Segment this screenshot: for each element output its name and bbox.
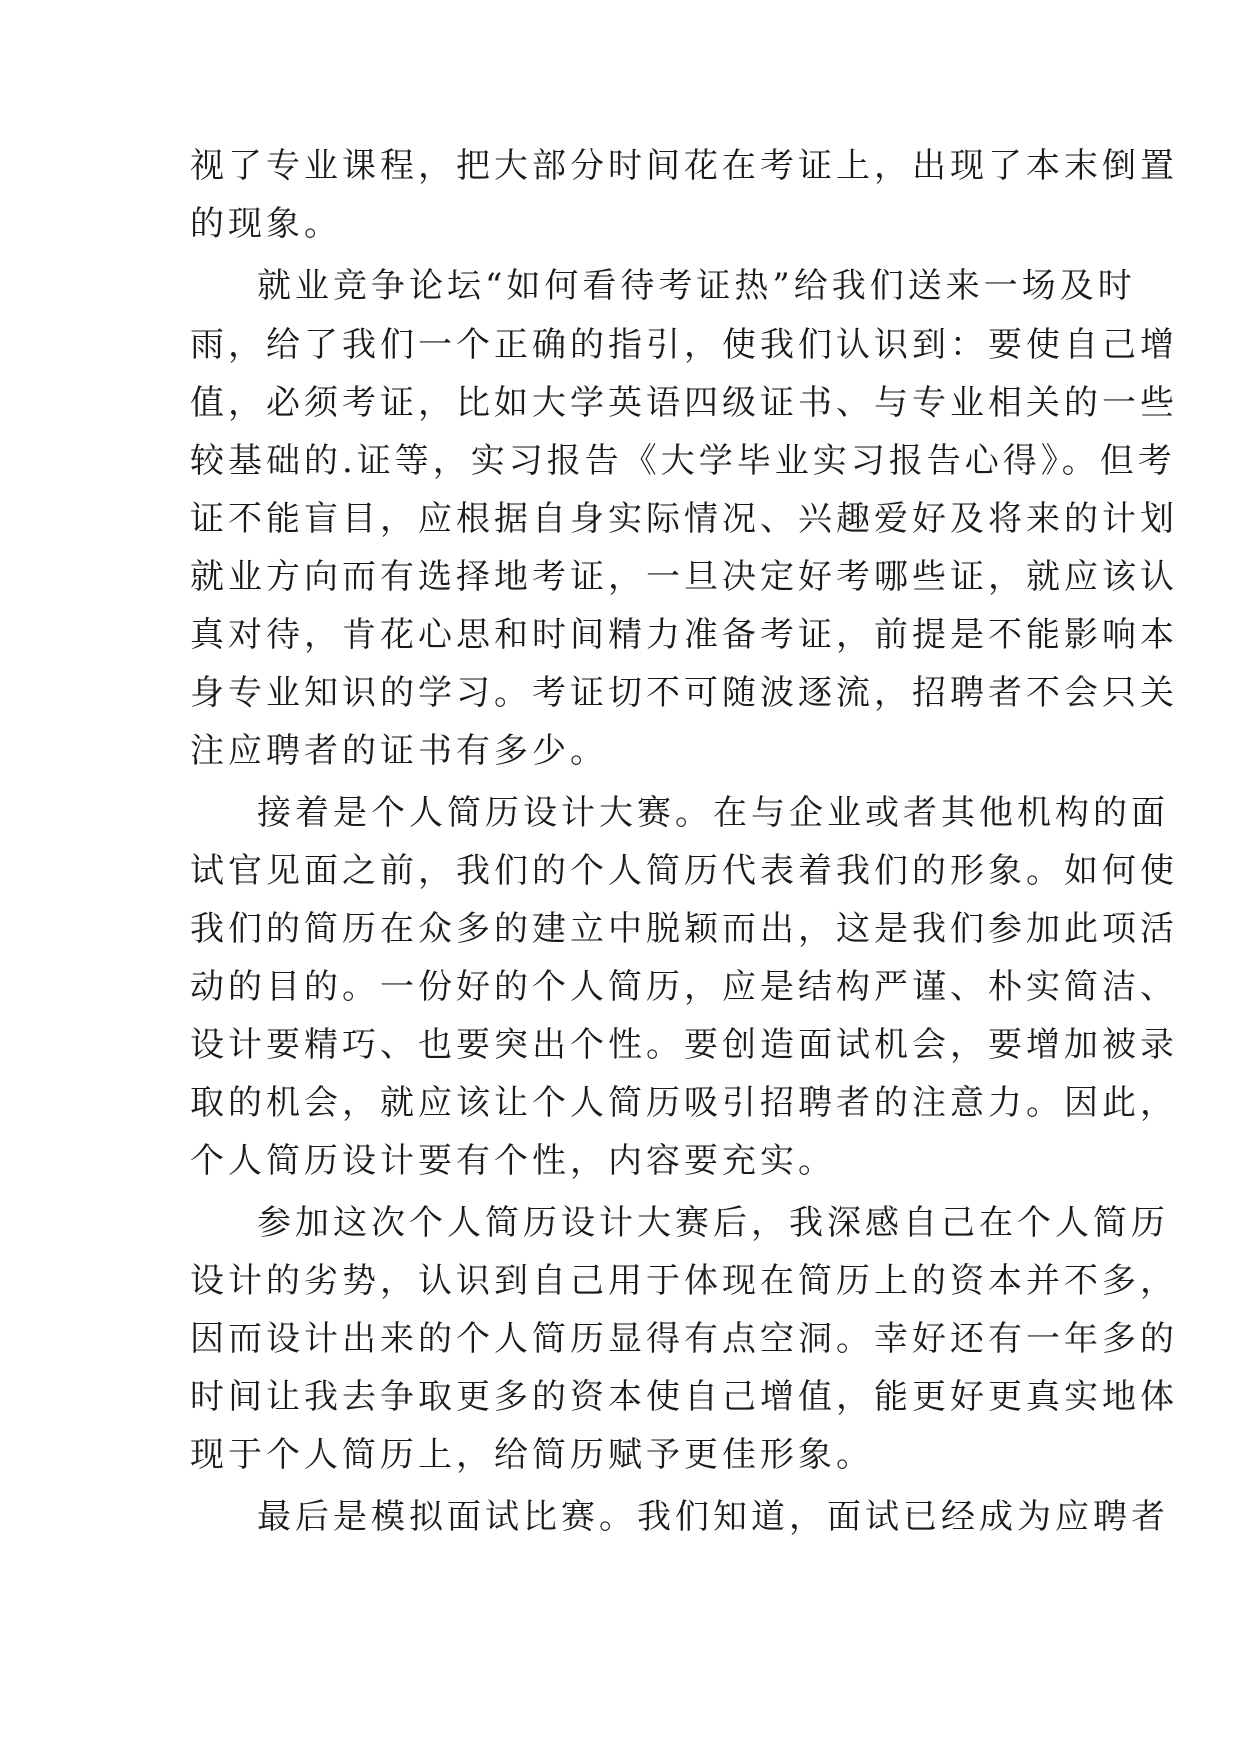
text-line: 较基础的.证等，实习报告《大学毕业实习报告心得》。但考 bbox=[190, 441, 1176, 481]
text-line: 视了专业课程，把大部分时间花在考证上，出现了本末倒置 bbox=[190, 146, 1178, 186]
text-line: 我们的简历在众多的建立中脱颖而出，这是我们参加此项活 bbox=[190, 909, 1178, 949]
paragraph-first-line: 最后是模拟面试比赛。我们知道，面试已经成为应聘者 bbox=[257, 1497, 1169, 1537]
text-line: 取的机会，就应该让个人简历吸引招聘者的注意力。因此， bbox=[190, 1083, 1178, 1123]
text-line: 试官见面之前，我们的个人简历代表着我们的形象。如何使 bbox=[190, 851, 1178, 891]
text-line: 身专业知识的学习。考证切不可随波逐流，招聘者不会只关 bbox=[190, 673, 1178, 713]
text-line: 证不能盲目，应根据自身实际情况、兴趣爱好及将来的计划 bbox=[190, 499, 1178, 539]
paragraph-first-line: 接着是个人简历设计大赛。在与企业或者其他机构的面 bbox=[257, 793, 1169, 833]
text-line: 真对待，肯花心思和时间精力准备考证，前提是不能影响本 bbox=[190, 615, 1178, 655]
text-line: 设计要精巧、也要突出个性。要创造面试机会，要增加被录 bbox=[190, 1025, 1178, 1065]
text-line: 现于个人简历上，给简历赋予更佳形象。 bbox=[190, 1435, 874, 1475]
text-line: 动的目的。一份好的个人简历，应是结构严谨、朴实简洁、 bbox=[190, 967, 1178, 1007]
text-line: 就业方向而有选择地考证，一旦决定好考哪些证，就应该认 bbox=[190, 557, 1178, 597]
paragraph-first-line: 就业竞争论坛“如何看待考证热”给我们送来一场及时 bbox=[257, 266, 1136, 306]
text-line: 注应聘者的证书有多少。 bbox=[190, 731, 608, 771]
text-line: 设计的劣势，认识到自己用于体现在简历上的资本并不多， bbox=[190, 1261, 1178, 1301]
text-line: 雨，给了我们一个正确的指引，使我们认识到：要使自己增 bbox=[190, 325, 1178, 365]
text-line: 个人简历设计要有个性，内容要充实。 bbox=[190, 1141, 836, 1181]
text-line: 的现象。 bbox=[190, 204, 342, 244]
paragraph-first-line: 参加这次个人简历设计大赛后，我深感自己在个人简历 bbox=[257, 1203, 1169, 1243]
text-line: 值，必须考证，比如大学英语四级证书、与专业相关的一些 bbox=[190, 383, 1178, 423]
text-line: 时间让我去争取更多的资本使自己增值，能更好更真实地体 bbox=[190, 1377, 1178, 1417]
text-line: 因而设计出来的个人简历显得有点空洞。幸好还有一年多的 bbox=[190, 1319, 1178, 1359]
